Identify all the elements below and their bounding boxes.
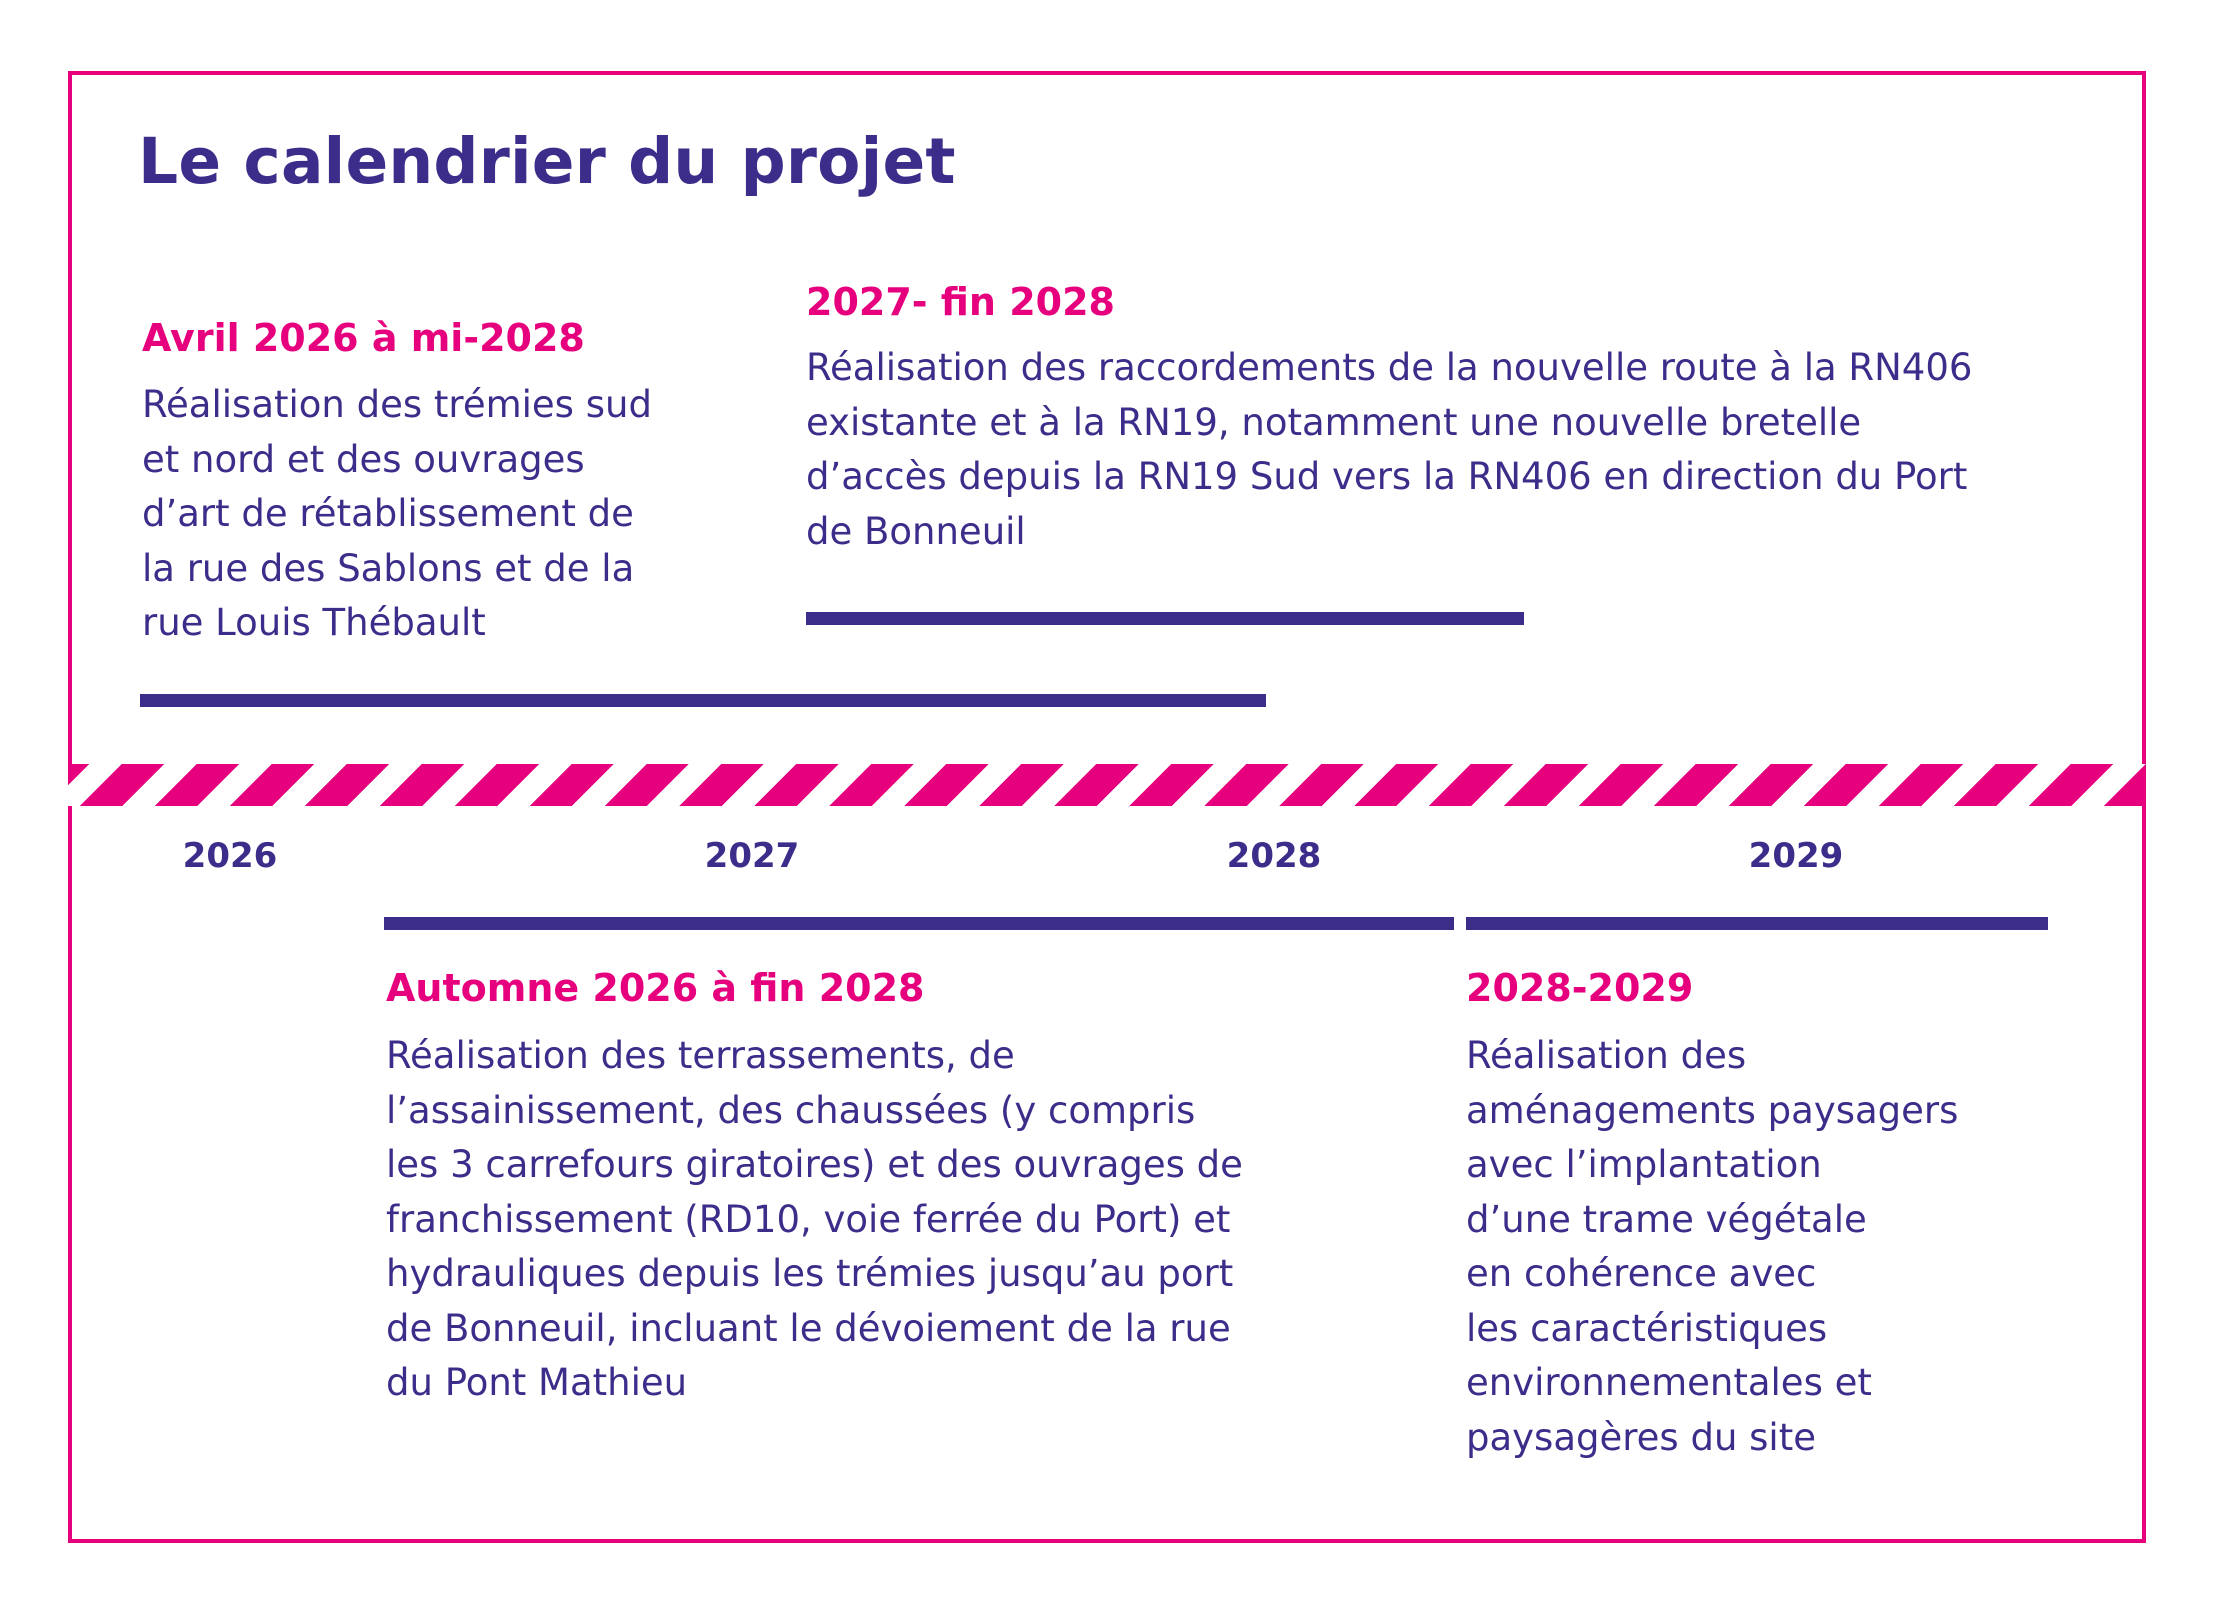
phase-1-line: la rue des Sablons et de la <box>142 546 635 590</box>
phase-4-description <box>1466 1029 1958 1465</box>
phase-4-line: d’une trame végétale <box>1466 1197 1867 1241</box>
phase-1-line: d’art de rétablissement de <box>142 492 634 535</box>
phase-3-line: l’assainissement, des chaussées (y compris <box>386 1088 1196 1132</box>
phase-4-line: avec l’implantation <box>1466 1143 1822 1186</box>
phase-4-line: paysagères du site <box>1466 1415 1816 1459</box>
phase-1-line: rue Louis Thébault <box>142 601 486 644</box>
year-label-2027: 2027 <box>704 836 800 876</box>
phase-1-line: et nord et des ouvrages <box>142 437 585 481</box>
phase-3-line: du Pont Mathieu <box>386 1361 688 1404</box>
year-label-2026: 2026 <box>182 836 278 876</box>
phase-3-duration-bar <box>384 917 1454 930</box>
phase-2-description <box>806 341 1972 559</box>
phase-1-duration-bar <box>140 694 1266 707</box>
year-label-2028: 2028 <box>1226 836 1322 876</box>
year-label-2029: 2029 <box>1748 836 1844 876</box>
phase-3-description <box>386 1029 1243 1411</box>
phase-3-line: les 3 carrefours giratoires) et des ouvrages de <box>386 1143 1243 1186</box>
phase-2-period: 2027- fin 2028 <box>806 280 1115 324</box>
phase-2-line: de Bonneuil <box>806 509 1026 553</box>
phase-3-period: Automne 2026 à fin 2028 <box>386 966 925 1010</box>
phase-2-line: d’accès depuis la RN19 Sud vers la RN406 en direction du Port <box>806 455 1968 498</box>
phase-4-line: en cohérence avec <box>1466 1252 1817 1295</box>
page-title: Le calendrier du projet <box>138 125 956 198</box>
phase-1-description <box>142 378 652 651</box>
phase-1-line: Réalisation des trémies sud <box>142 383 652 426</box>
phase-3-line: hydrauliques depuis les trémies jusqu’au port <box>386 1252 1234 1295</box>
phase-2-line: existante et à la RN19, notamment une nouvelle bretelle <box>806 400 1862 444</box>
phase-4-line: les caractéristiques <box>1466 1306 1828 1350</box>
phase-4-line: environnementales et <box>1466 1361 1872 1404</box>
phase-3-line: de Bonneuil, incluant le dévoiement de la rue <box>386 1306 1231 1350</box>
phase-2-duration-bar <box>806 612 1524 625</box>
phase-4-line: Réalisation des <box>1466 1034 1747 1077</box>
timeline-stripe <box>68 764 2146 806</box>
phase-1-period: Avril 2026 à mi-2028 <box>142 316 585 360</box>
phase-4-line: aménagements paysagers <box>1466 1088 1959 1132</box>
phase-3-line: franchissement (RD10, voie ferrée du Port) et <box>386 1197 1231 1241</box>
phase-2-line: Réalisation des raccordements de la nouvelle route à la RN406 <box>806 346 1973 389</box>
phase-4-period: 2028-2029 <box>1466 966 1694 1010</box>
phase-3-line: Réalisation des terrassements, de <box>386 1034 1015 1077</box>
phase-4-duration-bar <box>1466 917 2048 930</box>
